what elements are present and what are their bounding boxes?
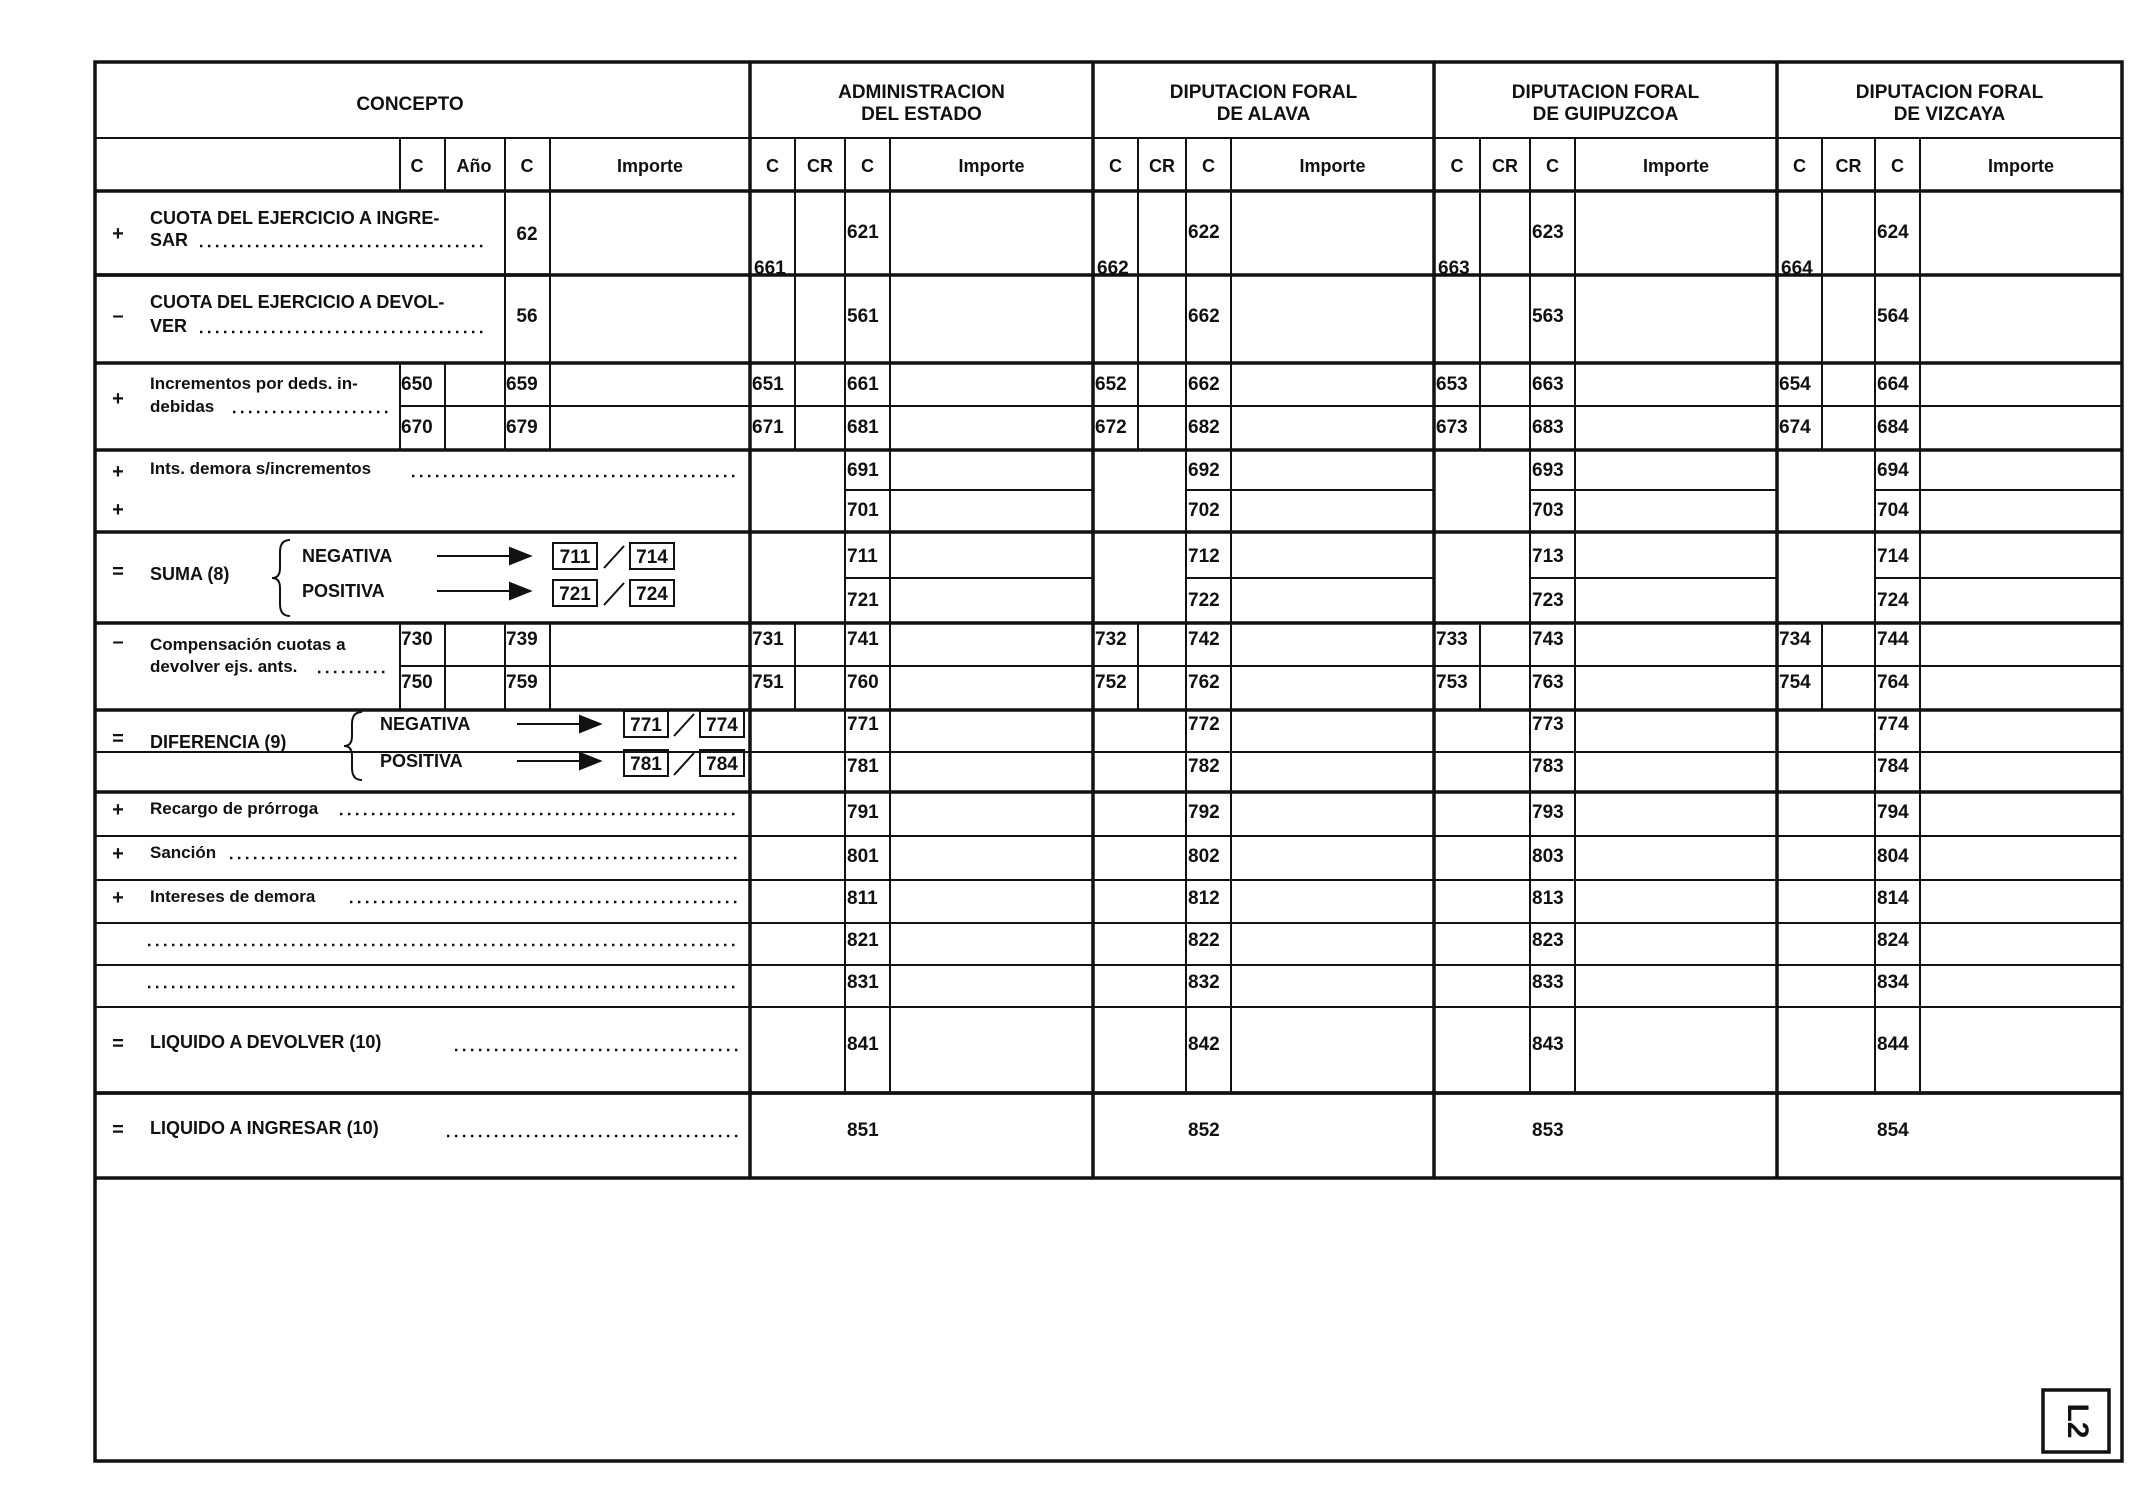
column-header-cr: CR xyxy=(807,156,833,176)
code-box-label: 724 xyxy=(636,584,668,605)
code-cell: 822 xyxy=(1188,930,1220,951)
incrementos-label: debidas xyxy=(150,397,215,416)
liquido-ingresar-label: LIQUIDO A INGRESAR (10) xyxy=(150,1118,379,1138)
code-box-label: 771 xyxy=(630,715,662,736)
code-cell: 703 xyxy=(1532,500,1564,521)
code-cell: 713 xyxy=(1532,546,1564,567)
code-cell: 771 xyxy=(847,714,879,735)
sign-equals: = xyxy=(112,728,124,750)
column-header-importe: Importe xyxy=(1987,156,2055,176)
code-cell: 853 xyxy=(1532,1120,1564,1141)
group-subtitle: DE VIZCAYA xyxy=(1893,104,2006,125)
code-cell: 704 xyxy=(1877,500,1909,521)
column-header-c: C xyxy=(766,156,779,176)
code-box-label: 721 xyxy=(559,584,591,605)
code-cell: 679 xyxy=(506,417,538,438)
code-cell: 833 xyxy=(1532,972,1564,993)
code-cell: 742 xyxy=(1188,629,1220,650)
code-cell: 843 xyxy=(1532,1034,1564,1055)
code-cell: 831 xyxy=(847,972,879,993)
code-cell: 661 xyxy=(847,374,879,395)
column-header-c2: C xyxy=(1202,156,1215,176)
code-box-label: 711 xyxy=(559,547,591,568)
slash xyxy=(674,753,694,775)
code-cell: 772 xyxy=(1188,714,1220,735)
code-cell: 793 xyxy=(1532,802,1564,823)
code-cell: 794 xyxy=(1877,802,1909,823)
form-text xyxy=(112,82,2094,1439)
incrementos-label: Incrementos por deds. in- xyxy=(150,374,358,393)
code-cell: 852 xyxy=(1188,1120,1220,1141)
code-cell: 851 xyxy=(847,1120,879,1141)
code-cell: 714 xyxy=(1877,546,1909,567)
code-box-label: 781 xyxy=(630,754,662,775)
code-box-label: 784 xyxy=(706,754,738,775)
slash xyxy=(604,583,624,605)
code-cell: 662 xyxy=(1188,374,1220,395)
code-cell: 782 xyxy=(1188,756,1220,777)
code-cell: 774 xyxy=(1877,714,1909,735)
cuota-devolver-label: VER xyxy=(150,316,188,336)
code-cell: 733 xyxy=(1436,629,1468,650)
code-cell: 661 xyxy=(754,258,786,279)
code-cell: 823 xyxy=(1532,930,1564,951)
code-cell: 659 xyxy=(506,374,538,395)
code-cell: 783 xyxy=(1532,756,1564,777)
code-cell: 682 xyxy=(1188,417,1220,438)
sancion-label: Sanción xyxy=(150,843,217,862)
code-cell: 842 xyxy=(1188,1034,1220,1055)
code-cell: 621 xyxy=(847,222,879,243)
code-cell: 651 xyxy=(752,374,784,395)
column-header: C xyxy=(410,156,424,176)
brace xyxy=(344,712,362,780)
code-cell: 792 xyxy=(1188,802,1220,823)
code-cell: 664 xyxy=(1877,374,1909,395)
liquido-devolver-label: LIQUIDO A DEVOLVER (10) xyxy=(150,1032,382,1052)
sign-equals: = xyxy=(112,561,124,583)
slash xyxy=(674,714,694,736)
code-cell: 844 xyxy=(1877,1034,1909,1055)
column-header-c: C xyxy=(1450,156,1464,176)
code-cell: 694 xyxy=(1877,460,1909,481)
code-cell: 654 xyxy=(1779,374,1811,395)
code-cell: 802 xyxy=(1188,846,1220,867)
code-cell: 701 xyxy=(847,500,879,521)
code-cell: 762 xyxy=(1188,672,1220,693)
column-header-cr: CR xyxy=(1149,156,1175,176)
cuota-ingresar-label: SAR xyxy=(150,230,189,250)
brace xyxy=(272,540,290,616)
code-cell: 803 xyxy=(1532,846,1564,867)
column-header-cr: CR xyxy=(1835,156,1862,176)
diferencia-positiva: POSITIVA xyxy=(380,751,463,771)
code-cell: 832 xyxy=(1188,972,1220,993)
slash xyxy=(604,546,624,568)
sign-minus: – xyxy=(112,631,124,653)
code-cell: 681 xyxy=(847,417,879,438)
suma-negativa: NEGATIVA xyxy=(302,546,393,566)
recargo-label: Recargo de prórroga xyxy=(150,799,319,818)
code-box-label: 774 xyxy=(706,715,738,736)
cuota-ingresar-label: CUOTA DEL EJERCICIO A INGRE- xyxy=(150,208,440,228)
code-cell: 731 xyxy=(752,629,784,650)
code-cell: 623 xyxy=(1532,222,1564,243)
sign-plus: + xyxy=(112,887,124,909)
code-cell: 743 xyxy=(1532,629,1564,650)
column-header-c2: C xyxy=(861,156,874,176)
code-cell: 834 xyxy=(1877,972,1909,993)
code-cell: 622 xyxy=(1188,222,1220,243)
code-cell: 564 xyxy=(1877,306,1909,327)
code-cell: 760 xyxy=(847,672,879,693)
code-cell: 663 xyxy=(1438,258,1470,279)
column-header-importe: Importe xyxy=(958,156,1025,176)
code-cell: 712 xyxy=(1188,546,1220,567)
column-header-importe: Importe xyxy=(1299,156,1366,176)
code-cell: 781 xyxy=(847,756,879,777)
group-subtitle: DE ALAVA xyxy=(1216,104,1311,125)
code-box-label: 714 xyxy=(636,547,668,568)
code-cell: 754 xyxy=(1779,672,1811,693)
code-cell: 664 xyxy=(1781,258,1813,279)
column-header: C xyxy=(520,156,534,176)
group-title: ADMINISTRACION xyxy=(838,82,1005,103)
group-title: DIPUTACION FORAL xyxy=(1511,82,1700,103)
code-cell: 739 xyxy=(506,629,538,650)
code-cell: 801 xyxy=(847,846,879,867)
code-cell: 693 xyxy=(1532,460,1564,481)
intereses-label: Intereses de demora xyxy=(150,887,316,906)
code-cell: 814 xyxy=(1877,888,1909,909)
code-cell: 563 xyxy=(1532,306,1564,327)
suma-label: SUMA (8) xyxy=(150,564,230,584)
code-cell: 711 xyxy=(847,546,878,567)
group-subtitle: DE GUIPUZCOA xyxy=(1532,104,1679,125)
code-cell: 764 xyxy=(1877,672,1909,693)
code-cell: 752 xyxy=(1095,672,1127,693)
code-cell: 652 xyxy=(1095,374,1127,395)
concepto-heading: CONCEPTO xyxy=(356,94,464,115)
code-cell: 670 xyxy=(401,417,433,438)
code-cell: 724 xyxy=(1877,590,1909,611)
column-header-c2: C xyxy=(1891,156,1904,176)
column-header-c: C xyxy=(1109,156,1122,176)
code-cell: 674 xyxy=(1779,417,1811,438)
suma-positiva: POSITIVA xyxy=(302,581,385,601)
cuota-devolver-label: CUOTA DEL EJERCICIO A DEVOL- xyxy=(150,292,445,312)
compensacion-label: devolver ejs. ants. xyxy=(150,657,298,676)
sign-plus: + xyxy=(112,388,124,410)
code-cell: 812 xyxy=(1188,888,1220,909)
sign-equals: = xyxy=(112,1033,124,1055)
code-cell: 702 xyxy=(1188,500,1220,521)
group-subtitle: DEL ESTADO xyxy=(861,104,982,125)
compensacion-label: Compensación cuotas a xyxy=(150,635,346,654)
column-header-c: C xyxy=(1793,156,1806,176)
code-cell: 691 xyxy=(847,460,879,481)
code-cell: 791 xyxy=(847,802,879,823)
code-cell: 841 xyxy=(847,1034,879,1055)
code-cell: 561 xyxy=(847,306,879,327)
code-cell: 722 xyxy=(1188,590,1220,611)
code-cell: 763 xyxy=(1532,672,1564,693)
sign-plus: + xyxy=(112,223,124,245)
code-cell: 730 xyxy=(401,629,433,650)
code-cell: 773 xyxy=(1532,714,1564,735)
code-cell: 854 xyxy=(1877,1120,1909,1141)
code-cell: 671 xyxy=(752,417,784,438)
arrow-head xyxy=(580,753,600,769)
sign-plus: + xyxy=(112,799,124,821)
code-cell: 673 xyxy=(1436,417,1468,438)
code-cell: 741 xyxy=(847,629,879,650)
code-cell: 56 xyxy=(516,306,538,327)
code-cell: 732 xyxy=(1095,629,1127,650)
code-cell: 683 xyxy=(1532,417,1564,438)
arrow-head xyxy=(510,548,530,564)
code-cell: 650 xyxy=(401,374,433,395)
diferencia-label: DIFERENCIA (9) xyxy=(150,732,287,752)
code-cell: 723 xyxy=(1532,590,1564,611)
page-mark: L2 xyxy=(2061,1403,2095,1439)
group-title: DIPUTACION FORAL xyxy=(1169,82,1358,103)
code-cell: 684 xyxy=(1877,417,1909,438)
sign-minus: – xyxy=(112,305,124,327)
column-header: Año xyxy=(456,156,492,176)
column-header: Importe xyxy=(616,156,684,176)
column-header-cr: CR xyxy=(1492,156,1518,176)
ints-demora-label: Ints. demora s/incrementos xyxy=(150,459,372,478)
code-cell: 804 xyxy=(1877,846,1909,867)
code-cell: 721 xyxy=(847,590,879,611)
column-header-c2: C xyxy=(1546,156,1559,176)
group-title: DIPUTACION FORAL xyxy=(1855,82,2044,103)
code-cell: 744 xyxy=(1877,629,1909,650)
arrow-head xyxy=(510,583,530,599)
code-cell: 753 xyxy=(1436,672,1468,693)
sign-plus: + xyxy=(112,499,124,521)
code-cell: 692 xyxy=(1188,460,1220,481)
diferencia-negativa: NEGATIVA xyxy=(380,714,471,734)
code-cell: 813 xyxy=(1532,888,1564,909)
code-cell: 759 xyxy=(506,672,538,693)
code-cell: 751 xyxy=(752,672,784,693)
arrow-head xyxy=(580,716,600,732)
code-cell: 824 xyxy=(1877,930,1909,951)
code-cell: 672 xyxy=(1095,417,1127,438)
code-cell: 624 xyxy=(1877,222,1909,243)
code-cell: 821 xyxy=(847,930,879,951)
code-cell: 663 xyxy=(1532,374,1564,395)
code-cell: 653 xyxy=(1436,374,1468,395)
code-cell: 811 xyxy=(847,888,878,909)
sign-plus: + xyxy=(112,461,124,483)
code-cell: 662 xyxy=(1097,258,1129,279)
code-cell: 62 xyxy=(516,224,538,245)
code-cell: 734 xyxy=(1779,629,1811,650)
sign-plus: + xyxy=(112,843,124,865)
code-cell: 662 xyxy=(1188,306,1220,327)
code-cell: 750 xyxy=(401,672,433,693)
column-header-importe: Importe xyxy=(1642,156,1710,176)
sign-equals: = xyxy=(112,1119,124,1141)
code-cell: 784 xyxy=(1877,756,1909,777)
